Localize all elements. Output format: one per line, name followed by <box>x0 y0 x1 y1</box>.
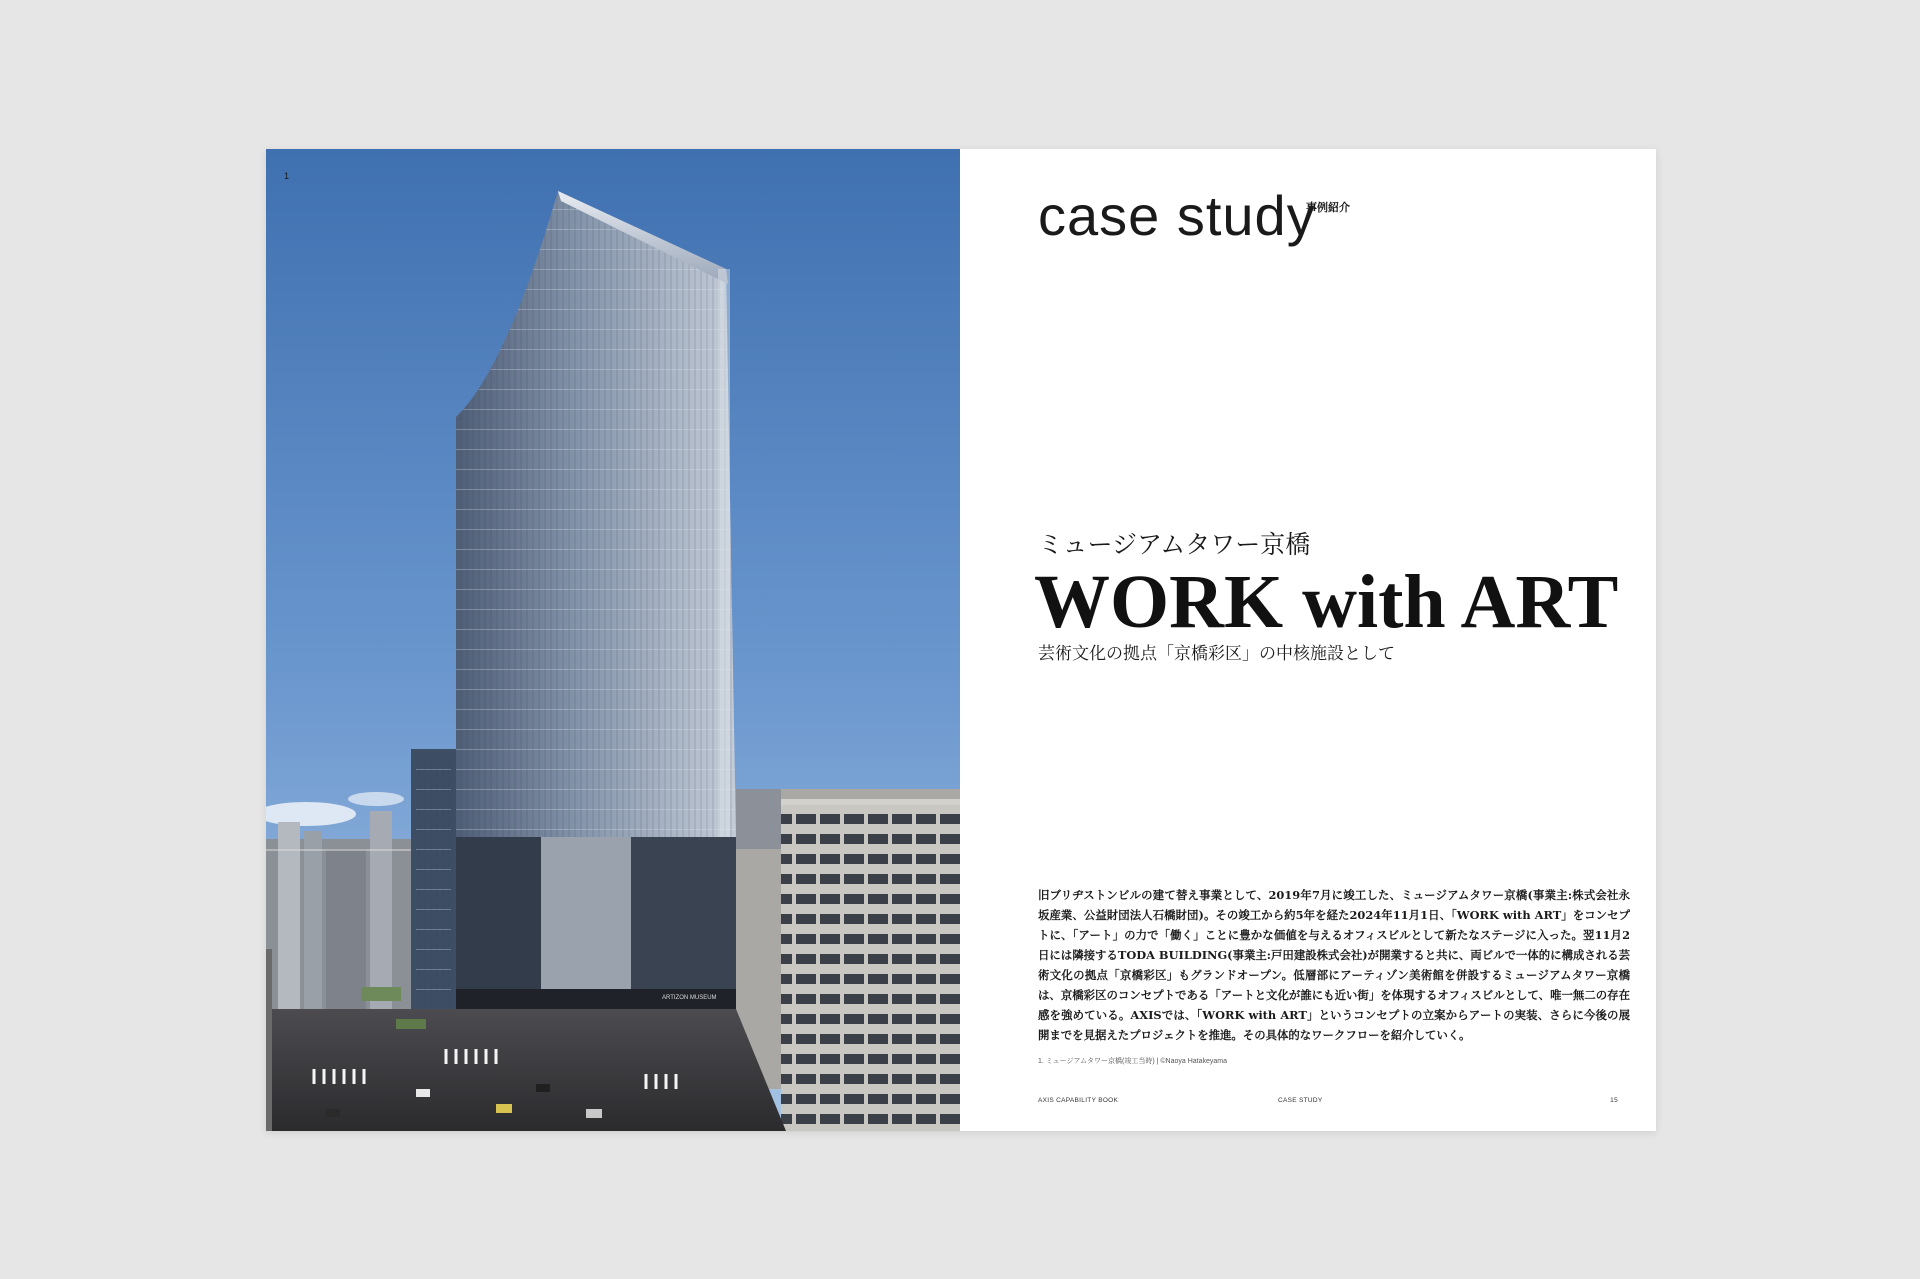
text-page <box>960 149 1656 1131</box>
photo-caption: 1. ミュージアムタワー京橋(竣工当時) | ©Naoya Hatakeyama <box>1038 1058 1228 1065</box>
article-body: 旧ブリヂストンビルの建て替え事業として、2019年7月に竣工した、ミュージアムタワー京橋(事業主:株式会社永坂産業、公益財団法人石橋財団)。その竣工から約5年を経た2024年11月1日、「WORK with ART」をコンセプトに、「アート」の力で「働く」ことに豊かな価値を与えるオフィスビルとして新たなステージに入った。翌11月2日には隣接するTODA BUILDING(事業主:戸田建設株式会社)が開業すると共に、両ビルで一体的に構成される芸術文化の拠点「京橋彩区」もグランドオープン。低層部にアーティゾン美術館を併設するミュージアムタワー京橋は、京橋彩区のコンセプトである「アートと文化が誰にも近い街」を体現するオフィスビルとして、唯一無二の存在感を強めている。AXISでは、「WORK with ART」というコンセプトの立案からアートの実装、さらに今後の展開までを見据えたプロジェクトを推進。その具体的なワークフローを紹介していく。 <box>1038 888 1630 1042</box>
photo-page <box>266 149 960 1131</box>
museum-sign: ARTIZON MUSEUM <box>662 995 717 1001</box>
footer-section: CASE STUDY <box>1278 1097 1323 1104</box>
article-kicker: ミュージアムタワー京橋 <box>1038 530 1311 559</box>
footer-publication: AXIS CAPABILITY BOOK <box>1038 1097 1119 1104</box>
magazine-spread <box>266 149 1656 1131</box>
article-headline: WORK with ART <box>1034 560 1619 644</box>
page-number: 15 <box>1610 1097 1618 1104</box>
building-photo <box>266 149 960 1131</box>
article-subhead: 芸術文化の拠点「京橋彩区」の中核施設として <box>1038 644 1395 664</box>
section-subtitle: 事例紹介 <box>1306 201 1350 214</box>
section-title: case study <box>1038 184 1316 247</box>
photo-number: 1 <box>284 171 290 181</box>
